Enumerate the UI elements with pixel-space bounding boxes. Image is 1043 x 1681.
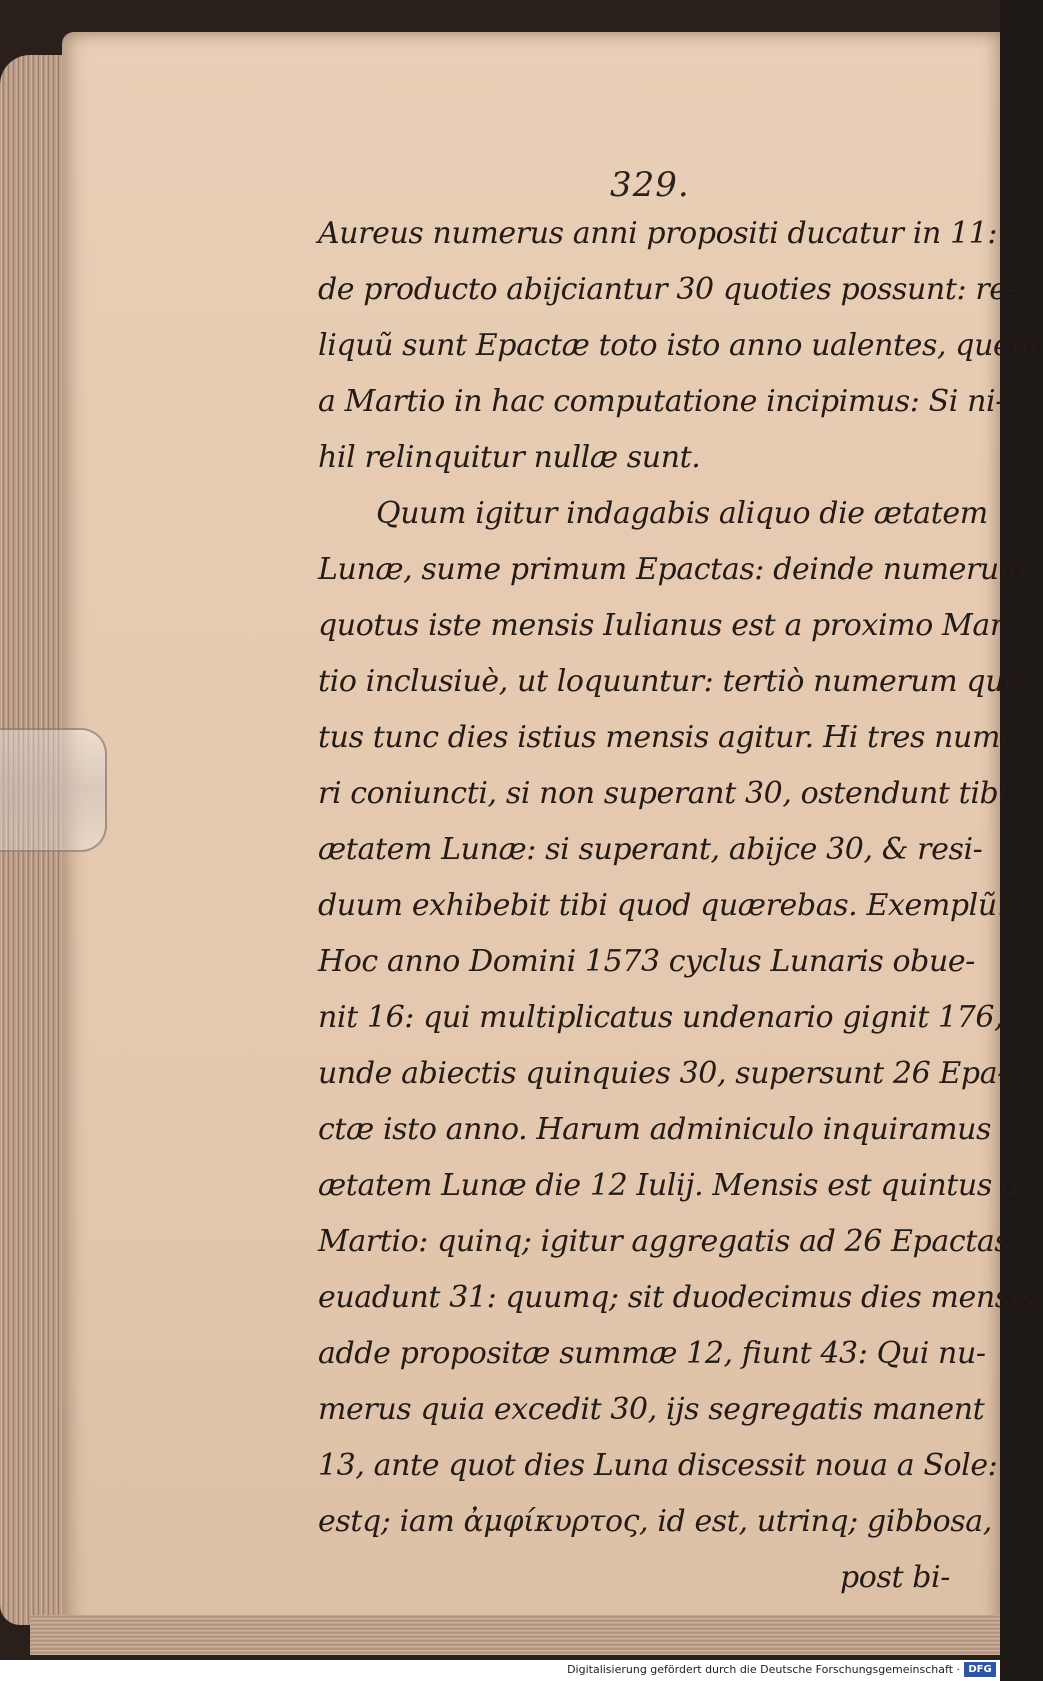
dfg-logo: DFG <box>964 1662 996 1677</box>
text-line: ri coniuncti, si non superant 30, ostendunt tibi <box>318 776 1008 811</box>
funding-note: Digitalisierung gefördert durch die Deutsche Forschungsgemeinschaft · <box>567 1663 960 1676</box>
text-line: merus quia excedit 30, ijs segregatis manent <box>318 1392 985 1427</box>
page-number: 329. <box>610 165 690 205</box>
text-line: Hoc anno Domini 1573 cyclus Lunaris obue- <box>318 944 975 979</box>
text-line: tio inclusiuè, ut loquuntur: tertiò numerum quo- <box>318 664 1032 699</box>
text-line: nit 16: qui multiplicatus undenario gignit 176, <box>318 1000 1004 1035</box>
text-line: liquũ sunt Epactæ toto isto anno ualentes, quem <box>318 328 1039 363</box>
text-line: ctæ isto anno. Harum adminiculo inquiramus <box>318 1112 992 1147</box>
text-line: quotus iste mensis Iulianus est a proximo Mar- <box>318 608 1014 643</box>
text-line: ætatem Lunæ die 12 Iulij. Mensis est quintus a <box>318 1168 1019 1203</box>
text-line: adde propositæ summæ 12, fiunt 43: Qui nu- <box>318 1336 986 1371</box>
text-line: Martio: quinq; igitur aggregatis ad 26 Epactas <box>318 1224 1010 1259</box>
text-line: a Martio in hac computatione incipimus: Si ni- <box>318 384 1005 419</box>
page-stack-bottom <box>30 1615 1000 1655</box>
text-line: unde abiectis quinquies 30, supersunt 26 Epa- <box>318 1056 1007 1091</box>
text-line: 13, ante quot dies Luna discessit noua a Sole: <box>318 1448 998 1483</box>
text-line: Aureus numerus anni propositi ducatur in 11: <box>318 216 998 251</box>
text-block <box>318 206 1043 1606</box>
text-line: Quum igitur indagabis aliquo die ætatem <box>376 496 988 531</box>
text-line: hil relinquitur nullæ sunt. <box>318 440 701 475</box>
text-line: tus tunc dies istius mensis agitur. Hi tres nume- <box>318 720 1028 755</box>
text-line: de producto abijciantur 30 quoties possunt: re- <box>318 272 1017 307</box>
footer-bar <box>0 1660 1000 1681</box>
text-line: ætatem Lunæ: si superant, abijce 30, & resi- <box>318 832 983 867</box>
page-clip <box>0 728 107 852</box>
text-line: Lunæ, sume primum Epactas: deinde numerum <box>318 552 1027 587</box>
text-line: duum exhibebit tibi quod quærebas. Exemplũ. <box>318 888 1006 923</box>
text-line: estq; iam ἀμφίκυρτος, id est, utrinq; gibbosa, <box>318 1504 992 1539</box>
text-line: euadunt 31: quumq; sit duodecimus dies mensis, <box>318 1280 1043 1315</box>
catchword: post bi- <box>840 1560 950 1595</box>
